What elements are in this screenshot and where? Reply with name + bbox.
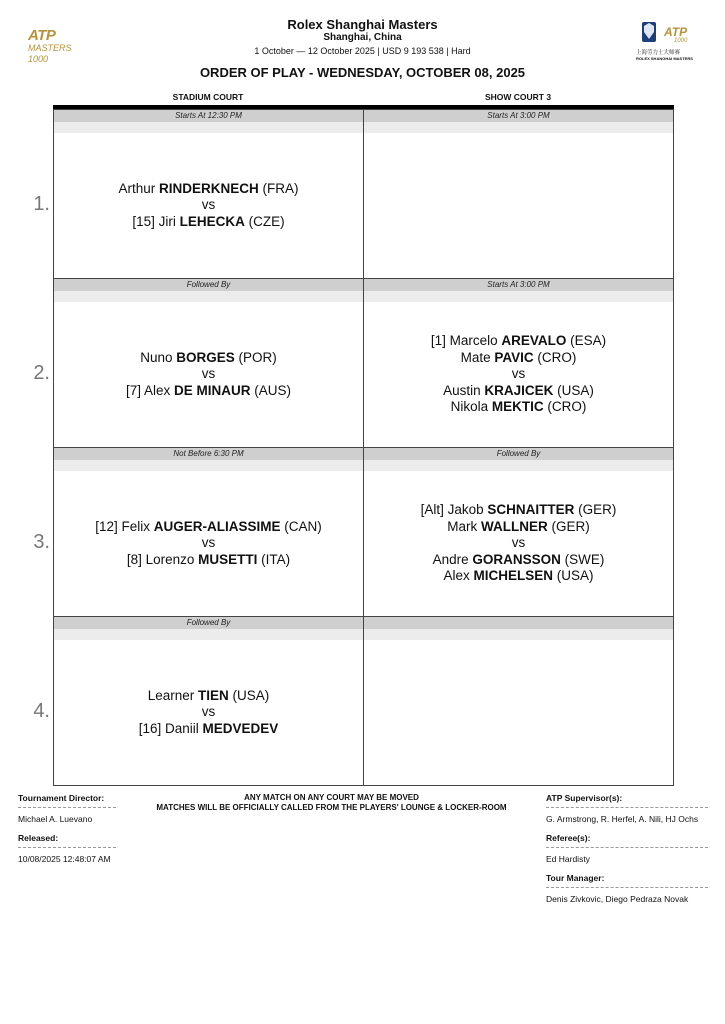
player-text: vs <box>201 535 216 551</box>
match-cell-show-court-3 <box>363 616 674 786</box>
player-text: (USA) <box>553 568 594 584</box>
match-cell-show-court-3 <box>363 278 674 448</box>
vs-label <box>202 366 216 383</box>
band-spacer <box>364 460 673 471</box>
row-number: 1. <box>33 193 50 215</box>
band-spacer <box>54 629 363 640</box>
tournament-director-name: Michael A. Luevano <box>18 814 93 824</box>
player-text: [8] Lorenzo <box>126 551 199 567</box>
tournament-location: Shanghai, China <box>323 32 402 43</box>
court-header-show-court-3: SHOW COURT 3 <box>484 92 552 102</box>
player-line <box>95 519 322 536</box>
released-label: Released: <box>18 833 59 843</box>
atp-logo-text: ATP <box>28 27 56 44</box>
player-line <box>447 519 590 536</box>
match-content <box>54 640 363 785</box>
divider <box>18 847 116 848</box>
player-line <box>118 181 298 198</box>
match-content <box>364 133 673 278</box>
player-text: Mate <box>460 349 495 365</box>
row-number: 2. <box>33 362 50 384</box>
player-text: (ESA) <box>566 333 607 349</box>
match-cell-stadium-court <box>53 278 364 448</box>
vs-label <box>202 704 216 721</box>
player-text: [15] Jiri <box>132 213 180 229</box>
match-content <box>54 302 363 447</box>
band-spacer <box>364 122 673 133</box>
player-text: Nuno <box>140 349 177 365</box>
match-content <box>364 302 673 447</box>
player-text: vs <box>201 197 216 213</box>
row-number: 3. <box>33 531 50 553</box>
svg-text:ATP: ATP <box>664 25 688 39</box>
released-timestamp: 10/08/2025 12:48:07 AM <box>18 854 111 864</box>
match-content <box>364 471 673 616</box>
player-line <box>148 688 270 705</box>
player-line <box>126 383 291 400</box>
vs-label <box>202 197 216 214</box>
player-text: (USA) <box>553 382 594 398</box>
tournament-details: 1 October — 12 October 2025 | USD 9 193 538 | Hard <box>254 46 471 56</box>
player-surname: LEHECKA <box>179 213 245 229</box>
player-text: vs <box>511 535 526 551</box>
player-surname: SCHNAITTER <box>487 502 575 518</box>
player-surname: BORGES <box>176 349 235 365</box>
divider <box>546 887 708 888</box>
svg-text:1000: 1000 <box>674 38 688 44</box>
atp-supervisors-names: G. Armstrong, R. Herfel, A. Nili, HJ Ochs <box>546 814 699 824</box>
player-line <box>433 552 605 569</box>
band-spacer <box>364 291 673 302</box>
row-number: 4. <box>33 700 50 722</box>
player-text: Austin <box>443 382 485 398</box>
player-line <box>443 383 594 400</box>
court-header-stadium: STADIUM COURT <box>172 92 244 102</box>
match-content <box>364 640 673 785</box>
referee-label: Referee(s): <box>546 833 591 843</box>
player-text: (CAN) <box>280 518 322 534</box>
player-surname: GORANSSON <box>472 551 561 567</box>
match-cell-show-court-3 <box>363 447 674 617</box>
player-text: (ITA) <box>257 551 291 567</box>
player-surname: PAVIC <box>494 349 534 365</box>
notice-line-1: ANY MATCH ON ANY COURT MAY BE MOVED <box>244 793 419 802</box>
match-time-band: Starts At 3:00 PM <box>364 110 673 123</box>
player-text: [1] Marcelo <box>430 333 502 349</box>
rolex-logo-cn: 上海劳力士大师赛 <box>636 50 681 56</box>
player-surname: WALLNER <box>481 518 548 534</box>
band-spacer <box>54 122 363 133</box>
match-time-band: Not Before 6:30 PM <box>54 448 363 461</box>
player-line <box>431 333 606 350</box>
match-time-band: Followed By <box>54 279 363 292</box>
player-text: Arthur <box>118 180 159 196</box>
divider <box>546 807 708 808</box>
player-text: [7] Alex <box>125 382 175 398</box>
tour-manager-names: Denis Zivkovic, Diego Pedraza Novak <box>546 894 689 904</box>
player-surname: MUSETTI <box>198 551 258 567</box>
player-text: (POR) <box>234 349 277 365</box>
match-cell-stadium-court <box>53 447 364 617</box>
tour-manager-label: Tour Manager: <box>546 873 605 883</box>
band-spacer <box>54 460 363 471</box>
match-cell-stadium-court <box>53 616 364 786</box>
vs-label <box>512 366 526 383</box>
match-cell-show-court-3 <box>363 109 674 279</box>
vs-label <box>512 535 526 552</box>
divider <box>18 807 116 808</box>
match-time-band: Followed By <box>54 617 363 630</box>
player-text: (CRO) <box>543 399 587 415</box>
player-text: (SWE) <box>560 551 605 567</box>
player-text: (GER) <box>574 502 617 518</box>
player-surname: TIEN <box>198 687 229 703</box>
player-line <box>139 721 279 738</box>
player-line <box>127 552 290 569</box>
player-text: (CZE) <box>244 213 285 229</box>
player-text: (CRO) <box>533 349 577 365</box>
player-line <box>443 568 593 585</box>
player-surname: MICHELSEN <box>473 568 554 584</box>
player-text: Alex <box>443 568 474 584</box>
player-line <box>451 399 587 416</box>
atp-supervisors-label: ATP Supervisor(s): <box>546 793 623 803</box>
tournament-title: Rolex Shanghai Masters <box>287 17 438 32</box>
player-text: Nikola <box>450 399 492 415</box>
match-content <box>54 133 363 278</box>
player-surname: AUGER-ALIASSIME <box>153 518 281 534</box>
player-text: Learner <box>147 687 199 703</box>
tournament-director-label: Tournament Director: <box>18 793 105 803</box>
atp-logo-sub: MASTERS 1000 <box>28 43 72 64</box>
player-text: [12] Felix <box>95 518 154 534</box>
player-text: (AUS) <box>250 382 292 398</box>
player-text: Andre <box>432 551 473 567</box>
player-text: vs <box>201 704 216 720</box>
band-spacer <box>364 629 673 640</box>
match-content <box>54 471 363 616</box>
player-text: [Alt] Jakob <box>420 502 488 518</box>
player-surname: RINDERKNECH <box>159 180 259 196</box>
player-text: vs <box>201 366 216 382</box>
order-of-play-title: ORDER OF PLAY - WEDNESDAY, OCTOBER 08, 2025 <box>199 65 526 80</box>
match-time-band: Followed By <box>364 448 673 461</box>
vs-label <box>202 535 216 552</box>
divider <box>546 847 708 848</box>
player-surname: AREVALO <box>501 333 567 349</box>
player-surname: MEDVEDEV <box>202 720 279 736</box>
referee-name: Ed Hardisty <box>546 854 590 864</box>
player-text: [16] Daniil <box>138 720 203 736</box>
player-line <box>421 502 617 519</box>
match-cell-stadium-court <box>53 109 364 279</box>
notice <box>120 793 543 813</box>
notice-line-2: MATCHES WILL BE OFFICIALLY CALLED FROM THE PLAYERS' LOUNGE & LOCKER-ROOM <box>156 803 507 812</box>
player-text: (FRA) <box>258 180 299 196</box>
rolex-logo-en: ROLEX SHANGHAI MASTERS <box>636 56 693 61</box>
player-surname: MEKTIC <box>491 399 544 415</box>
match-time-band: Starts At 3:00 PM <box>364 279 673 292</box>
player-surname: DE MINAUR <box>174 382 251 398</box>
player-line <box>140 350 277 367</box>
player-text: (USA) <box>228 687 270 703</box>
band-spacer <box>54 291 363 302</box>
player-text: Mark <box>447 518 481 534</box>
player-line <box>461 350 577 367</box>
player-line <box>132 214 284 231</box>
player-text: (GER) <box>547 518 590 534</box>
match-time-band: Starts At 12:30 PM <box>54 110 363 123</box>
player-text: vs <box>511 366 526 382</box>
player-surname: KRAJICEK <box>484 382 554 398</box>
